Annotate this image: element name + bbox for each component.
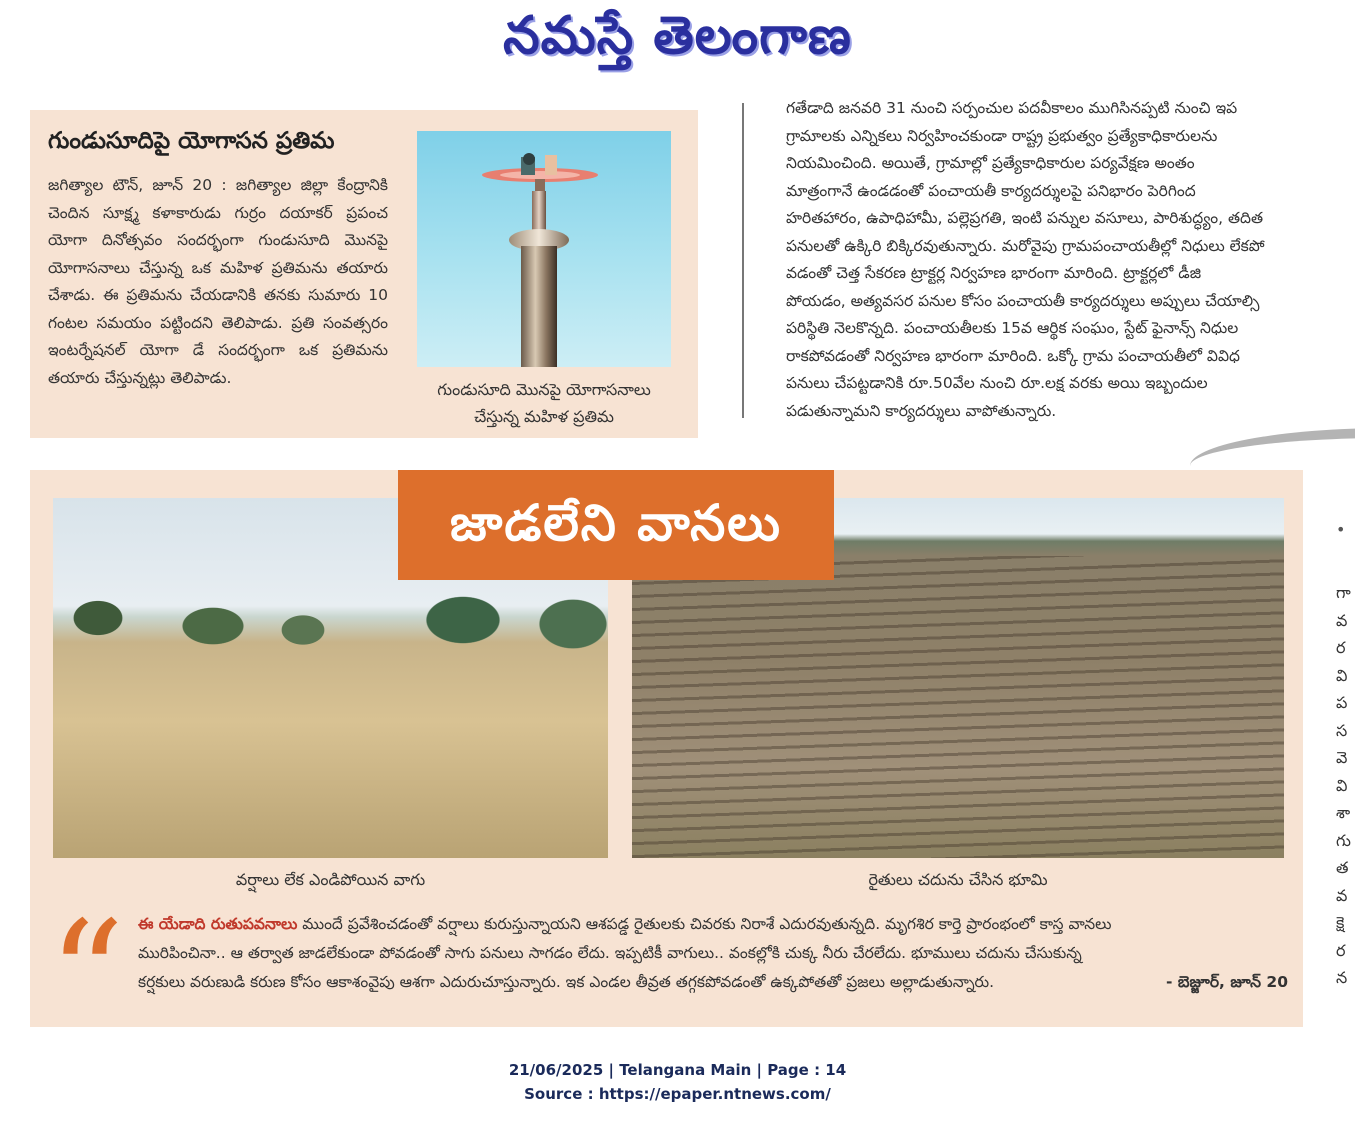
source-link[interactable]: Source : https://epaper.ntnews.com/: [524, 1085, 831, 1103]
margin-char: త: [1336, 858, 1349, 877]
panchayat-line: నియమించింది. అయితే, గ్రామాల్లో ప్రత్యేకాధికారుల పర్యవేక్షణ అంతం: [786, 154, 1195, 172]
tree-line: [53, 590, 608, 650]
feature-title-banner: [398, 470, 834, 580]
rain-text-line1-body: ముందే ప్రవేశించడంతో వర్షాలు కురుస్తున్నాయని ఆశపడ్డ రైతులకు చివరకు నిరాశే ఎదురవుతున్నది. మృగశిర కార్తె ప్రారంభంలో కాస్త వానలు: [297, 915, 1112, 933]
rain-text-lead: ఈ యేడాది రుతుపవనాలు: [138, 915, 298, 933]
bullet-icon: •: [1336, 520, 1346, 539]
margin-char: ర: [1336, 638, 1346, 657]
panchayat-line: రాకపోవడంతో నిర్వహణ భారంగా మారింది. ఒక్కో గ్రామ పంచాయతీలో వివిధ: [786, 346, 1240, 365]
feature-title: జాడలేని వానలు: [450, 494, 782, 552]
margin-char: వి: [1336, 665, 1348, 685]
edition-info: 21/06/2025 | Telangana Main | Page : 14: [508, 1061, 847, 1079]
rain-text-line3: [138, 968, 1288, 997]
pin-shaft: [521, 246, 557, 367]
margin-char: ర: [1336, 940, 1346, 960]
byline: - బెజ్జూర్, జూన్ 20: [1166, 973, 1288, 991]
panchayat-line: వడంతో చెత్త సేకరణ ట్రాక్టర్ల నిర్వహణ భారంగా మారింది. ట్రాక్టర్లలో డీజి: [786, 264, 1202, 282]
yoga-headline: గుండుసూదిపై యోగాసన ప్రతిమ: [48, 128, 335, 154]
panchayat-line: మాత్రంగానే ఉండడంతో పంచాయతీ కార్యదర్శులపై పనిభారం పెరిగింద: [786, 181, 1196, 200]
rain-text-line2: మురిపించినా.. ఆ తర్వాత జాడలేకుండా పోవడంతో సాగు పనులు సాగడం లేదు. ఇప్పటికీ వాగులు.. వంకల్లోకి చుక్క నీరు చేరలేదు. భూములు చదును చేసుకున్న: [138, 944, 1082, 962]
margin-char: శా: [1336, 803, 1351, 822]
rain-feature-box: [30, 470, 1303, 1064]
panchayat-line: పరిస్థితి నెలకొన్నది. పంచాయతీలకు 15వ ఆర్థిక సంఘం, స్టేట్ ఫైనాన్స్ నిధుల: [786, 319, 1239, 337]
margin-char: గు: [1336, 830, 1351, 850]
page-footer: [0, 1058, 1355, 1106]
margin-char: స: [1336, 720, 1348, 740]
panchayat-line: పడుతున్నామని కార్యదర్శులు వాపోతున్నారు.: [786, 401, 1057, 420]
margin-char: వ: [1336, 610, 1348, 630]
field-furrows: [632, 556, 1284, 858]
newspaper-logo: నమస్తే తెలంగాణ: [503, 6, 852, 66]
yoga-caption-line1: గుండుసూది మొనపై యోగాసనాలు: [437, 380, 651, 399]
panchayat-story: [786, 95, 1355, 425]
yoga-caption-line2: చేస్తున్న మహిళ ప్రతిమ: [474, 407, 614, 426]
panchayat-line: పనులు చేపట్టడానికి రూ.50వేల నుంచి రూ.లక్ష వరకు అయి ఇబ్బందుల: [786, 374, 1208, 392]
yoga-body-text: జగిత్యాల టౌన్, జూన్ 20 : జగిత్యాల జిల్లా కేంద్రానికి చెందిన సూక్ష్మ కళాకారుడు గుర్రం దయాకర్ ప్రపంచ యోగా దినోత్సవం సందర్భంగా గుండుసూది మొనపై యోగాసనాలు చేస్తున్న ఒక మహిళ ప్రతిమను తయారు చేశాడు. ఈ ప్రతిమను చేయడానికి తనకు సుమారు 10 గంటల సమయం పట్టిందని తెలిపాడు. ప్రతి సంవత్సరం ఇంటర్నేషనల్ యోగా డే సందర్భంగా ఒక ప్రతిమను తయారు చేస్తున్నట్లు తెలిపాడు.: [48, 176, 388, 387]
pin-neck: [532, 191, 546, 233]
panchayat-line: గ్రామాలకు ఎన్నికలు నిర్వహించకుండా రాష్ట్ర ప్రభుత్వం ప్రత్యేకాధికారులను: [786, 126, 1218, 145]
masthead: [0, 0, 1355, 84]
margin-char: న: [1336, 968, 1348, 987]
column-divider: [742, 103, 744, 418]
adjacent-column-sliver: [1336, 520, 1355, 1030]
margin-char: వె: [1336, 748, 1348, 767]
left-photo-caption: వర్షాలు లేక ఎండిపోయిన వాగు: [235, 870, 426, 889]
panchayat-line: హరితహారం, ఉపాధిహామీ, పల్లెప్రగతి, ఇంటి పన్నుల వసూలు, పారిశుద్ధ్యం, తదిత: [786, 209, 1264, 227]
quote-mark-icon: “: [48, 890, 125, 1064]
yoga-photo-caption: [410, 376, 678, 430]
margin-char: గా: [1336, 583, 1351, 602]
margin-char: క్షె: [1336, 913, 1345, 932]
margin-char: వి: [1336, 775, 1348, 795]
pin-sculpture-photo: [417, 131, 671, 367]
margin-char: వ: [1336, 885, 1348, 905]
yoga-story-box: [30, 110, 698, 438]
decorative-swoosh: [1190, 428, 1355, 466]
rain-text-line1: [138, 910, 1288, 939]
margin-char: ప: [1336, 693, 1348, 712]
right-photo-caption: రైతులు చదును చేసిన భూమి: [868, 870, 1048, 889]
rain-feature-text: [138, 910, 1288, 997]
panchayat-line: గతేడాది జనవరి 31 నుంచి సర్పంచుల పదవీకాలం ముగిసినప్పటి నుంచి ఇప: [786, 99, 1238, 117]
panchayat-line: పోయడం, అత్యవసర పనుల కోసం పంచాయతీ కార్యదర్శులు అప్పులు చేయాల్సి: [786, 291, 1260, 310]
panchayat-line: పనులతో ఉక్కిరి బిక్కిరవుతున్నారు. మరోవైపు గ్రామపంచాయతీల్లో నిధులు లేకపో: [786, 236, 1265, 255]
rain-text-line3-body: కర్షకులు వరుణుడి కరుణ కోసం ఆకాశంవైపు ఆశగా ఎదురుచూస్తున్నారు. ఇక ఎండల తీవ్రత తగ్గకపోవడంతో ఉక్కపోతతో ప్రజలు అల్లాడుతున్నారు.: [138, 973, 995, 991]
